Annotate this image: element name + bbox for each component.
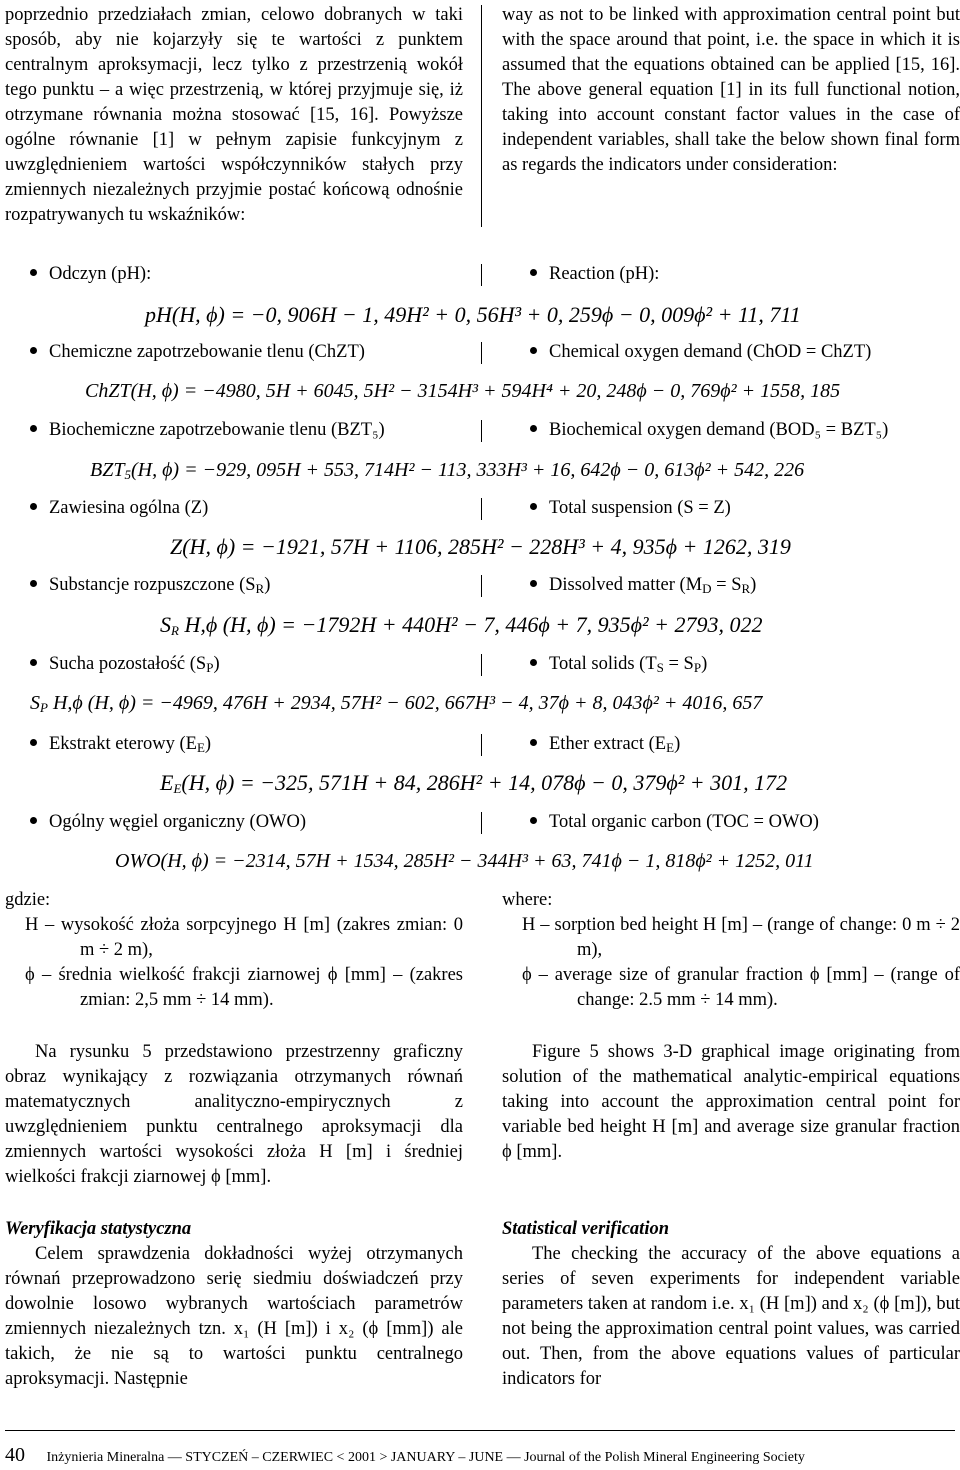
journal-line: Inżynieria Mineralna — STYCZEŃ – CZERWIEC < 2001 > JANUARY – JUNE — Journal of the Polish Mineral Engineering Society: [46, 1450, 805, 1465]
indicator-label-en: Total suspension (S = Z): [530, 496, 731, 521]
column-separator: [481, 264, 482, 286]
bullet-icon: [30, 347, 37, 354]
where-phi-en: ϕ – average size of granular fraction ϕ [mm] – (range of change: 2.5 mm ÷ 14 mm).: [522, 965, 960, 1010]
column-separator: [481, 812, 482, 834]
footer-rule: [5, 1430, 955, 1431]
bullet-icon: [30, 425, 37, 432]
bullet-icon: [530, 739, 537, 746]
indicator-label-pl: Odczyn (pH):: [30, 262, 151, 287]
indicator-label-en: Total solids $(T_S = S_P)$: [530, 652, 707, 680]
figure-par-pl: Na rysunku 5 przedstawiono przestrzenny graficzny obraz wynikający z rozwiązania otrzymanych równań matematycznych analityczno-empirycznych z uwzględnieniem punktu centralnego aproksymacji dla zmiennych wartości wysokości złoża H [m] i średniej wielkości frakcji ziarnowej ϕ [mm].: [5, 1042, 463, 1187]
equation: pH(H, ϕ) = −0, 906H − 1, 49H² + 0, 56H³ + 0, 259ϕ − 0, 009ϕ² + 11, 711: [145, 302, 801, 327]
where-h-en: H – sorption bed height H [m] – (range of change: 0 m ÷ 2 m),: [522, 915, 960, 960]
indicator-label-en: Reaction (pH):: [530, 262, 659, 287]
bullet-icon: [530, 425, 537, 432]
page-footer: [5, 1443, 960, 1470]
bullet-icon: [30, 580, 37, 587]
column-separator: [481, 5, 482, 227]
column-separator: [481, 498, 482, 520]
equation: $S_R$ H,ϕ (H, ϕ) = −1792H + 440H² − 7, 446ϕ + 7, 935ϕ² + 2793, 022: [160, 612, 763, 638]
bullet-icon: [30, 817, 37, 824]
intro-en: way as not to be linked with approximation central point but with the space around that point, i.e. the space in which it is assumed that the equations obtained can be applied [15, 16]. The above general equation [1] in its full functional notion, taking into account constant factor values in the case of independent variables, shall take the below shown final form as regards the indicators under consideration:: [502, 5, 960, 175]
indicator-label-pl: Biochemiczne zapotrzebowanie tlenu (BZT₅): [30, 418, 385, 443]
equation: Z(H, ϕ) = −1921, 57H + 1106, 285H² − 228H³ + 4, 935ϕ + 1262, 319: [170, 534, 791, 559]
bullet-icon: [30, 503, 37, 510]
verification-en: [502, 1217, 960, 1392]
verification-title-pl: Weryfikacja statystyczna: [5, 1219, 192, 1239]
bullet-icon: [530, 659, 537, 666]
where-phi-pl: ϕ – średnia wielkość frakcji ziarnowej ϕ [mm] – (zakres zmian: 2,5 mm ÷ 14 mm).: [25, 965, 463, 1010]
indicator-label-en: Dissolved matter $(M_D = S_R)$: [530, 573, 756, 601]
where-heading-pl: gdzie:: [5, 890, 51, 910]
column-separator: [481, 342, 482, 364]
indicator-label-en: Chemical oxygen demand (ChOD = ChZT): [530, 340, 871, 365]
column-separator: [481, 654, 482, 676]
indicator-label-pl: Ekstrakt eterowy $(E_E)$: [30, 732, 211, 760]
indicator-label-en: Ether extract $(E_E)$: [530, 732, 680, 760]
column-separator: [481, 575, 482, 597]
equation: $BZT_5(H$, ϕ) = −929, 095H + 553, 714H² − 113, 333H³ + 16, 642ϕ − 0, 613ϕ² + 542, 226: [90, 459, 805, 482]
verification-title-en: Statistical verification: [502, 1219, 670, 1239]
bullet-icon: [530, 347, 537, 354]
where-pl: [5, 888, 463, 1013]
where-en: [502, 888, 960, 1013]
bullet-icon: [30, 269, 37, 276]
equation: $S_P$ H,ϕ (H, ϕ) = −4969, 476H + 2934, 57H² − 602, 667H³ − 4, 37ϕ + 8, 043ϕ² + 4016, 657: [30, 692, 763, 715]
bullet-icon: [530, 503, 537, 510]
page-number: 40: [5, 1444, 25, 1466]
indicator-label-pl: Chemiczne zapotrzebowanie tlenu (ChZT): [30, 340, 365, 365]
equation: $E_E(H$, ϕ) = −325, 571H + 84, 286H² + 14, 078ϕ − 0, 379ϕ² + 301, 172: [160, 770, 788, 796]
indicator-label-pl: Substancje rozpuszczone $(S_R)$: [30, 573, 270, 601]
intro-pl: poprzednio przedziałach zmian, celowo dobranych w taki sposób, aby nie kojarzyły się te wartości z punktem centralnym aproksymacji, lecz tylko z przestrzenią wokół tego punktu – a więc przestrzenią, w której przyjmuje się, iż otrzymane równania można stosować [15, 16]. Powyższe ogólne równanie [1] w pełnym zapisie funkcyjnym z uwzględnieniem wartości współczynników stałych przy zmiennych niezależnych przyjmie postać końcową odnośnie rozpatrywanych tu wskaźników:: [5, 5, 463, 225]
verification-text-pl: Celem sprawdzenia dokładności wyżej otrzymanych równań przeprowadzono serię siedmiu doświadczeń przy dowolnie losowo wybranych wartościach parametrów zmiennych niezależnych tzn. x₁ (H [m]) i x₂ (ϕ [mm]) ale takich, że nie są to wartości punktu centralnego aproksymacji. Następnie: [5, 1244, 463, 1389]
indicator-label-en: Total organic carbon (TOC = OWO): [530, 810, 819, 835]
equation: ChZT(H, ϕ) = −4980, 5H + 6045, 5H² − 3154H³ + 594H⁴ + 20, 248ϕ − 0, 769ϕ² + 1558, 185: [85, 380, 841, 402]
verification-text-en: The checking the accuracy of the above equations a series of seven experiments for independent variable parameters taken at random i.e. x₁ (H [m]) and x₂ (ϕ [m]), but not being the approximation central point values, was carried out. Then, from the above equations values of particular indicators for: [502, 1244, 960, 1389]
where-h-pl: H – wysokość złoża sorpcyjnego H [m] (zakres zmian: 0 m ÷ 2 m),: [25, 915, 463, 960]
column-separator: [481, 420, 482, 442]
equation: OWO(H, ϕ) = −2314, 57H + 1534, 285H² − 344H³ + 63, 741ϕ − 1, 818ϕ² + 1252, 011: [115, 850, 814, 872]
indicator-label-pl: Zawiesina ogólna (Z): [30, 496, 208, 521]
bullet-icon: [30, 659, 37, 666]
indicator-label-pl: Sucha pozostałość $(S_P)$: [30, 652, 220, 680]
bullet-icon: [30, 739, 37, 746]
bullet-icon: [530, 817, 537, 824]
indicator-label-pl: Ogólny węgiel organiczny (OWO): [30, 810, 306, 835]
bullet-icon: [530, 580, 537, 587]
column-separator: [481, 734, 482, 756]
where-heading-en: where:: [502, 890, 553, 910]
figure-par-en: Figure 5 shows 3-D graphical image originating from solution of the mathematical analytic-empirical equations taking into account the approximation central point for variable bed height H [m] and average size granular fraction ϕ [mm].: [502, 1042, 960, 1162]
bullet-icon: [530, 269, 537, 276]
indicator-label-en: Biochemical oxygen demand (BOD₅ = BZT₅): [530, 418, 888, 443]
verification-pl: [5, 1217, 463, 1392]
